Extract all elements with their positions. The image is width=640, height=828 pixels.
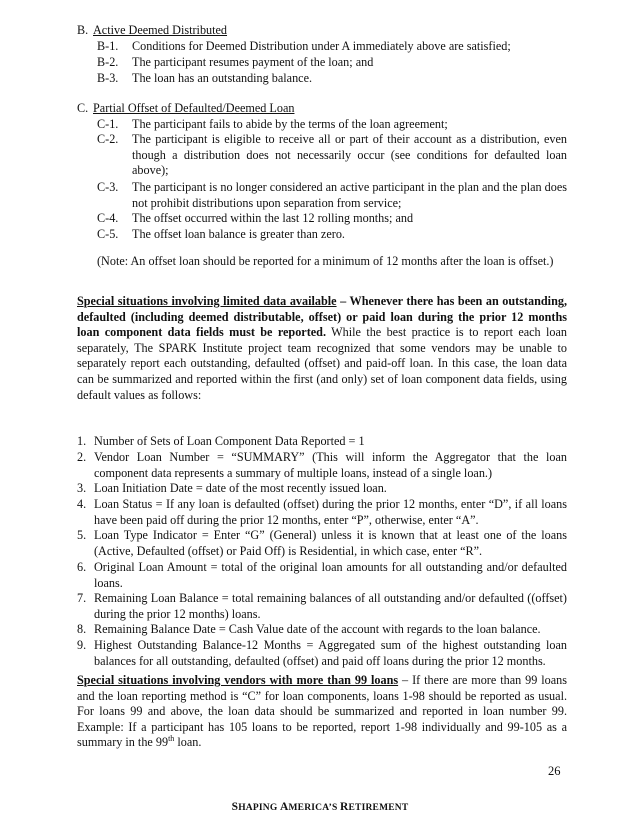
item-number: 3. <box>77 481 87 495</box>
item-text: The participant is no longer considered an active participant in the plan and the plan does not prohibit distributions upon separation from service; <box>132 180 567 210</box>
section-b-heading <box>77 23 227 39</box>
list-item-1 <box>77 434 567 450</box>
page-number: 26 <box>548 764 561 778</box>
item-number: 5. <box>77 528 87 542</box>
item-number: 7. <box>77 591 87 605</box>
limited-data-heading: Special situations involving limited data available <box>77 294 337 308</box>
list-item-5 <box>77 528 567 559</box>
list-item-9 <box>77 638 567 669</box>
list-item-4 <box>77 497 567 528</box>
item-code: C-1. <box>97 117 119 131</box>
vendors-heading: Special situations involving vendors with more than 99 loans <box>77 673 399 687</box>
item-text: The participant fails to abide by the terms of the loan agreement; <box>132 117 448 131</box>
item-number: 1. <box>77 434 87 448</box>
item-number: 6. <box>77 560 87 574</box>
item-text: The loan has an outstanding balance. <box>132 71 313 85</box>
section-b-label: B. <box>77 23 89 37</box>
offset-note: (Note: An offset loan should be reported for a minimum of 12 months after the loan is offset.) <box>97 254 554 268</box>
item-text: Loan Status = If any loan is defaulted (offset) during the prior 12 months, enter “D”, if all loans have been paid off during the prior 12 months, enter “P”, otherwise, enter “A”. <box>94 497 567 527</box>
item-code: C-3. <box>97 180 119 194</box>
item-text: Number of Sets of Loan Component Data Reported = 1 <box>94 434 365 448</box>
section-c-heading <box>77 101 294 117</box>
item-text: The offset loan balance is greater than zero. <box>132 227 345 241</box>
item-text: Conditions for Deemed Distribution under A immediately above are satisfied; <box>132 39 511 53</box>
item-code: B-3. <box>97 71 119 85</box>
item-number: 9. <box>77 638 87 652</box>
list-item-7 <box>77 591 567 622</box>
limited-data-body: While the best practice is to report each loan separately, The SPARK Institute project team recognized that some vendors may be unable to separately report each outstanding, defaulted (offset) and paid-off loan. In this case, the loan data can be summarized and reported within the first (and only) set of loan component data fields, using default values as follows: <box>77 325 568 402</box>
page-footer: SHAPING AMERICA’S RETIREMENT <box>231 801 409 813</box>
item-number: 4. <box>77 497 87 511</box>
vendors-paragraph <box>77 673 567 751</box>
list-item-b1 <box>97 39 567 55</box>
item-text: The offset occurred within the last 12 rolling months; and <box>132 211 414 225</box>
item-text: Loan Type Indicator = Enter “G” (General) unless it is known that at least one of the loans (Active, Defaulted (offset) or Paid Off) is Residential, in which case, enter “R”. <box>94 528 567 558</box>
list-item-c4 <box>97 211 567 227</box>
item-text: Remaining Balance Date = Cash Value date of the account with regards to the loan balance. <box>94 622 541 636</box>
list-item-c2 <box>97 132 567 179</box>
section-b-title: Active Deemed Distributed <box>93 23 228 37</box>
list-item-c3 <box>97 180 567 211</box>
list-item-3 <box>77 481 567 497</box>
limited-data-paragraph <box>77 294 567 403</box>
list-item-c5 <box>97 227 567 243</box>
limited-data-bold-text: Whenever there has been an outstanding, defaulted (including deemed distributable, offset) or paid loan during the prior 12 months loan component data fields must be reported. <box>77 294 567 340</box>
list-item-2 <box>77 450 567 481</box>
item-text: Remaining Loan Balance = total remaining balances of all outstanding and/or defaulted ((offset) during the prior 12 months) loans. <box>94 591 567 621</box>
item-text: Loan Initiation Date = date of the most recently issued loan. <box>94 481 387 495</box>
item-number: 8. <box>77 622 87 636</box>
item-text: The participant resumes payment of the loan; and <box>132 55 374 69</box>
item-text: Highest Outstanding Balance-12 Months = Aggregated sum of the highest outstanding loan balances for all outstanding, defaulted (offset) and paid off loans during the prior 12 months. <box>94 638 567 668</box>
item-code: B-1. <box>97 39 119 53</box>
list-item-b2 <box>97 55 567 71</box>
list-item-b3 <box>97 71 567 87</box>
section-c-title: Partial Offset of Defaulted/Deemed Loan <box>93 101 295 115</box>
item-text: Original Loan Amount = total of the original loan amounts for all outstanding and/or defaulted loans. <box>94 560 567 590</box>
list-item-8 <box>77 622 567 638</box>
section-c-label: C. <box>77 101 89 115</box>
item-code: C-4. <box>97 211 119 225</box>
vendors-superscript: th <box>168 734 175 744</box>
limited-data-dash: – <box>336 294 350 308</box>
list-item-c1 <box>97 117 567 133</box>
item-code: C-5. <box>97 227 119 241</box>
item-number: 2. <box>77 450 87 464</box>
vendors-body-end: loan. <box>174 735 202 750</box>
vendors-body: – If there are more than 99 loans and the loan reporting method is “C” for loan components, loans 1-98 should be reported as usual. For loans 99 and above, the loan data should be summarized and reported in loan number 99. Example: If a participant has 105 loans to be reported, report 1-98 individually and 99-105 as a summary in the 99 <box>77 673 567 750</box>
item-text: The participant is eligible to receive all or part of their account as a distribution, even though a distribution does not necessarily occur (see conditions for defaulted loan above); <box>132 132 567 178</box>
item-code: C-2. <box>97 132 119 146</box>
item-code: B-2. <box>97 55 119 69</box>
item-text: Vendor Loan Number = “SUMMARY” (This will inform the Aggregator that the loan component data represents a summary of multiple loans, instead of a single loan.) <box>94 450 567 480</box>
list-item-6 <box>77 560 567 591</box>
